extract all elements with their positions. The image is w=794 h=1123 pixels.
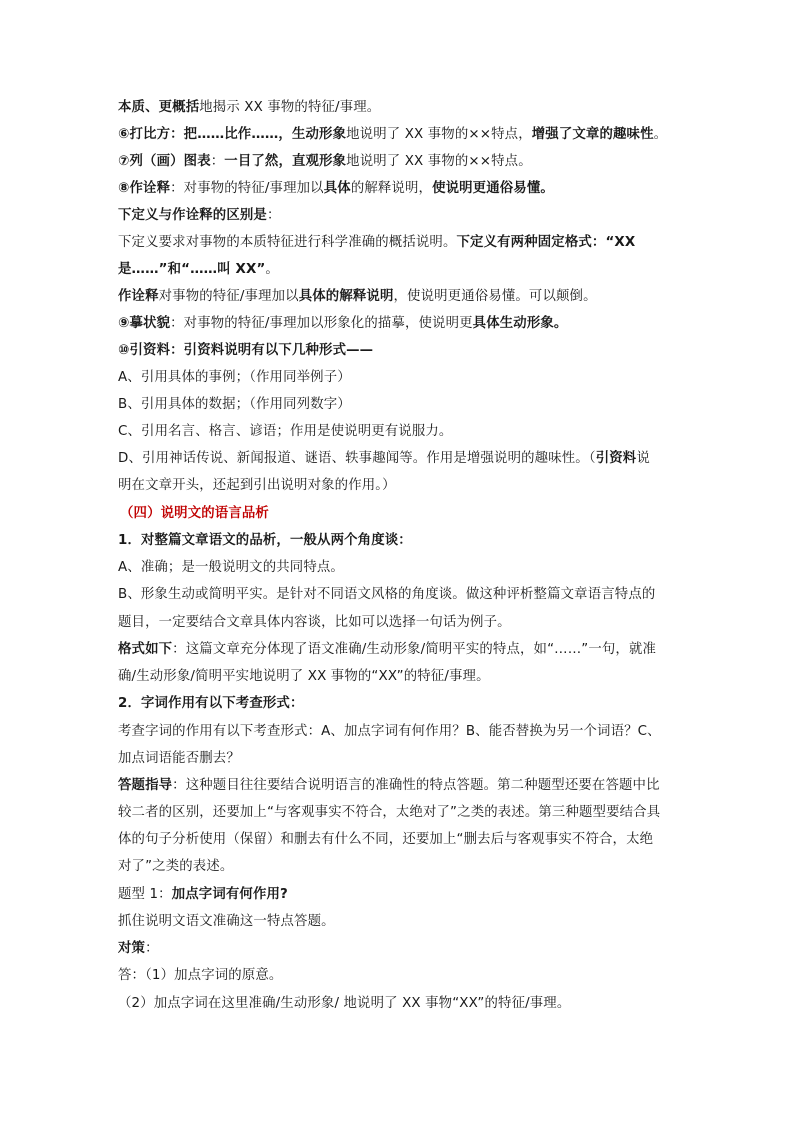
text-run: 地说明了 XX 事物的××特点， bbox=[346, 127, 532, 142]
text-run: 具体生动形象。 bbox=[472, 316, 568, 331]
text-run: D、引用神话传说、新闻报道、谜语、轶事趣闻等。作用是增强说明的趣味性。（ bbox=[118, 451, 596, 466]
text-run: 1．对整篇文章语文的品析，一般从两个角度谈： bbox=[118, 533, 412, 548]
text-run: 明在文章开头，还起到引出说明对象的作用。） bbox=[118, 478, 396, 493]
text-line bbox=[118, 558, 688, 578]
text-run: （2）加点字词在这里准确/生动形象/ 地说明了 XX 事物“XX”的特征/事理。 bbox=[118, 996, 571, 1011]
text-line bbox=[118, 640, 688, 660]
text-run: ： bbox=[266, 208, 281, 223]
text-run: 题型 1： bbox=[118, 887, 172, 902]
text-line bbox=[118, 449, 688, 469]
text-line bbox=[118, 613, 688, 633]
text-line bbox=[118, 776, 688, 796]
text-run: 加点字词有何作用? bbox=[171, 887, 288, 902]
text-run: ：对事物的特征/事理加以形象化的描摹，使说明更 bbox=[170, 316, 473, 331]
text-line bbox=[118, 667, 688, 687]
text-run: 加点词语能否删去？ bbox=[118, 751, 240, 766]
text-run: 增强了文章的趣味性 bbox=[531, 127, 654, 142]
text-line bbox=[118, 912, 688, 932]
text-run: 格式如下 bbox=[118, 642, 173, 657]
text-line bbox=[120, 504, 690, 524]
text-line bbox=[118, 368, 688, 388]
text-run: ：这种题目往往要结合说明语言的准确性的特点答题。第二种题型还要在答题中比 bbox=[172, 778, 660, 793]
text-run: 2．字词作用有以下考查形式： bbox=[118, 696, 304, 711]
text-line bbox=[118, 287, 688, 307]
text-line bbox=[118, 966, 688, 986]
text-line bbox=[118, 233, 688, 253]
text-run: 下定义有两种固定格式：“XX bbox=[456, 235, 636, 250]
text-run: 。 bbox=[265, 262, 279, 277]
text-run: ⑥打比方：把……比作……，生动形象 bbox=[118, 127, 347, 142]
text-run: 具体 bbox=[323, 181, 351, 196]
text-run: ⑦列（画）图表 bbox=[118, 154, 211, 169]
text-run: 本质、更概括 bbox=[118, 100, 200, 115]
text-run: ⑨摹状貌 bbox=[118, 316, 171, 331]
text-line bbox=[118, 179, 688, 199]
text-line bbox=[118, 314, 688, 334]
text-run: A、准确；是一般说明文的共同特点。 bbox=[118, 560, 344, 575]
text-run: 引资料 bbox=[595, 451, 637, 466]
text-line bbox=[118, 125, 688, 145]
text-run: 的解释说明， bbox=[350, 181, 433, 196]
text-run: 地说明了 XX 事物的××特点。 bbox=[346, 154, 532, 169]
text-run: 抓住说明文语文准确这一特点答题。 bbox=[118, 914, 335, 929]
text-run: 题目，一定要结合文章具体内容谈，比如可以选择一句话为例子。 bbox=[118, 615, 511, 630]
text-line bbox=[118, 722, 688, 742]
text-run: ，使说明更通俗易懂。可以颠倒。 bbox=[393, 289, 597, 304]
text-run: A、引用具体的事例；（作用同举例子） bbox=[118, 370, 351, 385]
text-line bbox=[118, 857, 688, 877]
text-run: 一目了然，直观形象 bbox=[224, 154, 347, 169]
text-run: 答题指导 bbox=[118, 778, 173, 793]
text-line bbox=[118, 341, 688, 361]
text-run: 。 bbox=[653, 127, 668, 142]
text-line bbox=[118, 206, 688, 226]
text-run: 对了”之类的表述。 bbox=[118, 859, 234, 874]
text-line bbox=[118, 749, 688, 769]
text-run: 下定义要求对事物的本质特征进行科学准确的概括说明。 bbox=[118, 235, 457, 250]
text-run: 使说明更通俗易懂。 bbox=[432, 181, 554, 196]
text-line bbox=[118, 260, 688, 280]
text-run: 作诠释 bbox=[118, 289, 159, 304]
text-line bbox=[118, 939, 688, 959]
text-line bbox=[118, 476, 688, 496]
text-line bbox=[118, 830, 688, 850]
text-run: 考查字词的作用有以下考查形式：A、加点字词有何作用？B、能否替换为另一个词语？C、 bbox=[118, 724, 661, 739]
text-line bbox=[118, 585, 688, 605]
text-line bbox=[118, 694, 688, 714]
text-run: 确/生动形象/简明平实地说明了 XX 事物的“XX”的特征/事理。 bbox=[118, 669, 490, 684]
text-run: 说 bbox=[636, 451, 650, 466]
text-run: 具体的解释说明 bbox=[298, 289, 394, 304]
text-run: 较二者的区别，还要加上“与客观事实不符合，太绝对了”之类的表述。第三种题型要结合具 bbox=[118, 805, 661, 820]
text-line bbox=[118, 422, 688, 442]
text-line bbox=[118, 885, 688, 905]
text-run: C、引用名言、格言、谚语；作用是使说明更有说服力。 bbox=[118, 424, 453, 439]
text-run: 体的句子分析使用（保留）和删去有什么不同，还要加上“删去后与客观事实不符合，太绝 bbox=[118, 832, 654, 847]
text-run: ： bbox=[145, 941, 159, 956]
text-line bbox=[118, 994, 688, 1014]
text-line bbox=[118, 531, 688, 551]
text-run: ：这篇文章充分体现了语文准确/生动形象/简明平实的特点，如“……”一句，就准 bbox=[172, 642, 657, 657]
text-run: 是……”和“……叫 XX” bbox=[118, 262, 266, 277]
text-run: ⑩引资料：引资料说明有以下几种形式—— bbox=[118, 343, 374, 358]
text-run: ：对事物的特征/事理加以 bbox=[170, 181, 324, 196]
text-run: 地揭示 XX 事物的特征/事理。 bbox=[199, 100, 381, 115]
text-run: 答：（1）加点字词的原意。 bbox=[118, 968, 283, 983]
text-run: 下定义与作诠释的区别是 bbox=[118, 208, 267, 223]
text-run: （四）说明文的语言品析 bbox=[120, 506, 269, 521]
text-run: 对策 bbox=[118, 941, 146, 956]
text-run: B、形象生动或简明平实。是针对不同语文风格的角度谈。做这种评析整篇文章语言特点的 bbox=[118, 587, 656, 602]
text-line bbox=[118, 803, 688, 823]
text-line bbox=[118, 395, 688, 415]
text-run: ⑧作诠释 bbox=[118, 181, 171, 196]
text-line bbox=[118, 98, 688, 118]
text-run: B、引用具体的数据；（作用同列数字） bbox=[118, 397, 351, 412]
text-line bbox=[118, 152, 688, 172]
text-run: 对事物的特征/事理加以 bbox=[158, 289, 299, 304]
text-run: ： bbox=[210, 154, 225, 169]
